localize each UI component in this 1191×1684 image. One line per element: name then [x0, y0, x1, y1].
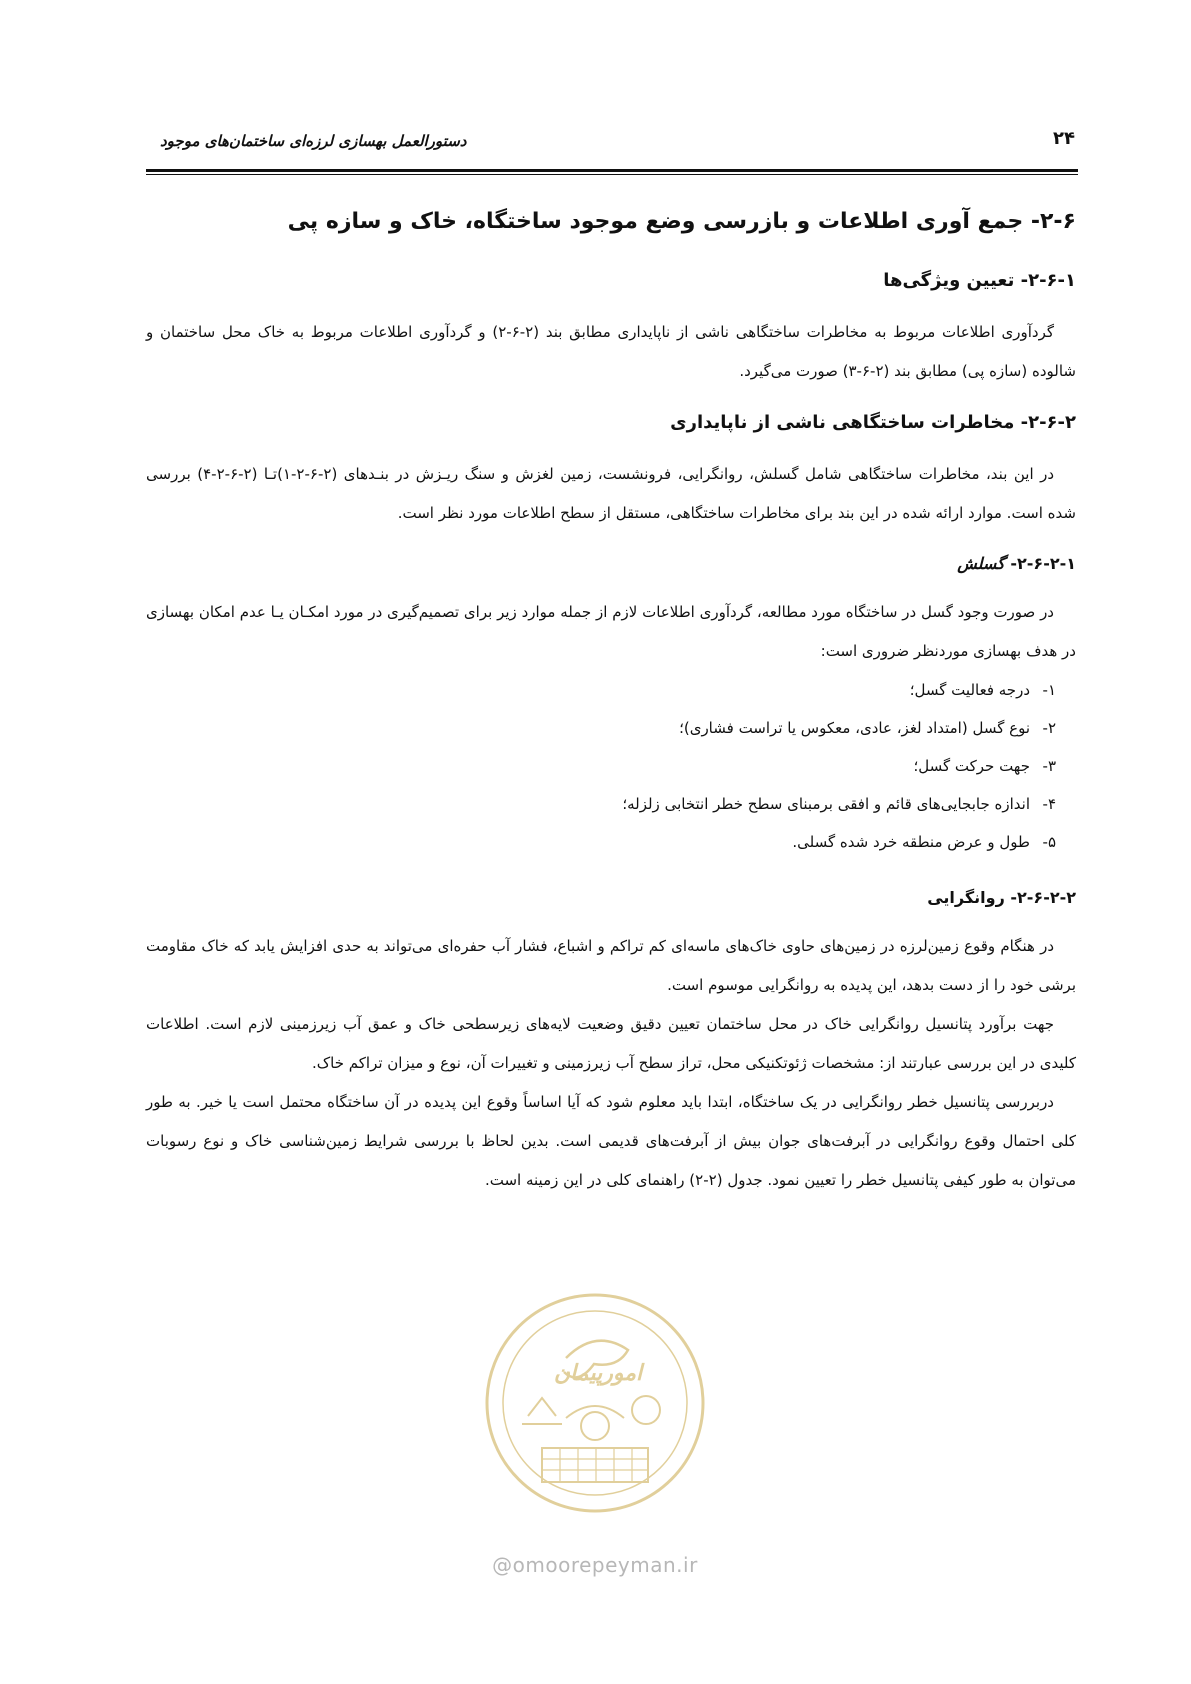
- list-item: [146, 747, 1056, 785]
- watermark-site: @omoorepeyman.ir: [492, 1553, 698, 1577]
- list-item: [146, 671, 1056, 709]
- list-item-text: نوع گسل (امتداد لغز، عادی، معکوس یا تراست فشاری)؛: [679, 719, 1030, 737]
- watermark-seal-logo: [480, 1288, 710, 1518]
- list-item: [146, 785, 1056, 823]
- page-body: [146, 205, 1076, 1200]
- list-item: [146, 709, 1056, 747]
- subsubsection-title-liquefaction: ۲-۶-۲-۲- روانگرایی: [927, 888, 1076, 907]
- subsection-title-characteristics: ۲-۶-۱- تعیین ویژگی‌ها: [883, 270, 1076, 291]
- list-item-number: ۱-: [1042, 681, 1056, 699]
- site-hazards-paragraph: در این بند، مخاطرات ساختگاهی شامل گسلش، روانگرایی، فرونشست، زمین لغزش و سنگ ریـزش در بنـدهای (۲-۶-۲-۱)تـا (۲-۶-۲-۴) بررسی شده است. موارد ارائه شده در این بند برای مخاطرات ساختگاهی، مستقل از سطح اطلاعات مورد نظر است.: [146, 465, 1076, 522]
- subsubsection-title-faulting: [146, 551, 1076, 577]
- header-rule: [146, 169, 1078, 172]
- liquefaction-paragraph-2: جهت برآورد پتانسیل روانگرایی خاک در محل ساختمان تعیین دقیق وضعیت لایه‌های زیرسطحی خاک و عمق آب زیرزمینی لازم است. اطلاعات کلیدی در این بررسی عبارتند از: مشخصات ژئوتکنیکی محل، تراز سطح آب زیرزمینی و تغییرات آن، نوع و میزان تراکم خاک.: [146, 1015, 1076, 1072]
- list-item-text: جهت حرکت گسل؛: [913, 757, 1030, 775]
- list-item-number: ۴-: [1042, 795, 1056, 813]
- header-rule-thin: [146, 174, 1078, 175]
- faulting-list: [146, 671, 1076, 861]
- faulting-paragraph: در صورت وجود گسل در ساختگاه مورد مطالعه، گردآوری اطلاعات لازم از جمله موارد زیر برای تصمیم‌گیری در مورد امکـان یـا عدم امکان بهسازی در هدف بهسازی موردنظر ضروری است:: [146, 603, 1076, 660]
- faulting-number: ۲-۶-۲-۱-: [1010, 554, 1076, 573]
- list-item: [146, 823, 1056, 861]
- liquefaction-paragraph-1: در هنگام وقوع زمین‌لرزه در زمین‌های حاوی خاک‌های ماسه‌ای کم تراکم و اشباع، فشار آب حفره‌ای می‌تواند به حدی افزایش یابد که خاک مقاومت برشی خود را از دست بدهد، این پدیده به روانگرایی موسوم است.: [146, 937, 1076, 994]
- characteristics-paragraph: گردآوری اطلاعات مربوط به مخاطرات ساختگاهی ناشی از ناپایداری مطابق بند (۲-۶-۲) و گردآوری اطلاعات مربوط به خاک محل ساختمان و شالوده (سازه پی) مطابق بند (۲-۶-۳) صورت می‌گیرد.: [146, 323, 1076, 380]
- list-item-number: ۳-: [1042, 757, 1056, 775]
- page-number: ۲۴: [1053, 128, 1075, 149]
- watermark-logo-text: امورپیمان: [553, 1361, 643, 1386]
- section-title: ۲-۶- جمع آوری اطلاعات و بازرسی وضع موجود ساختگاه، خاک و سازه پی: [287, 209, 1076, 234]
- liquefaction-paragraph-3: دربررسی پتانسیل خطر روانگرایی در یک ساختگاه، ابتدا باید معلوم شود که آیا اساساً وقوع این پدیده در آن ساختگاه محتمل است یا خیر. به طور کلی احتمال وقوع روانگرایی در آبرفت‌های جوان بیش از آبرفت‌های قدیمی است. بدین لحاظ با بررسی شرایط زمین‌شناسی خاک و نوع رسوبات می‌توان به طور کیفی پتانسیل خطر را تعیین نمود. جدول (۲-۲) راهنمای کلی در این زمینه است.: [146, 1093, 1076, 1189]
- list-item-number: ۲-: [1042, 719, 1056, 737]
- list-item-text: طول و عرض منطقه خرد شده گسلی.: [792, 833, 1030, 851]
- faulting-title: گسلش: [957, 554, 1005, 573]
- running-title: دستورالعمل بهسازی لرزه‌ای ساختمان‌های موجود: [160, 132, 467, 150]
- list-item-number: ۵-: [1042, 833, 1056, 851]
- list-item-text: اندازه جابجایی‌های قائم و افقی برمبنای سطح خطر انتخابی زلزله؛: [622, 795, 1030, 813]
- list-item-text: درجه فعالیت گسل؛: [909, 681, 1030, 699]
- subsection-title-site-hazards: ۲-۶-۲- مخاطرات ساختگاهی ناشی از ناپایداری: [670, 412, 1076, 433]
